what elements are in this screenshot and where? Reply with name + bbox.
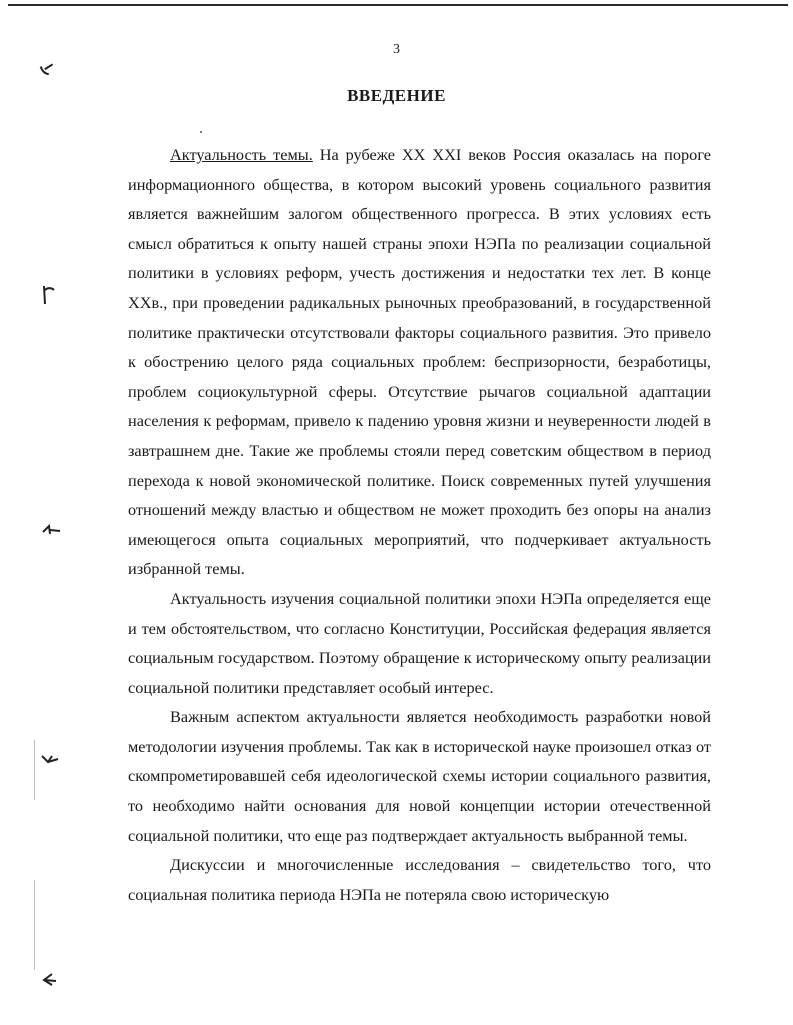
binding-mark-icon — [40, 522, 62, 538]
paragraph-text: На рубеже XX XXI веков Россия оказалась на пороге информационного общества, в котором высокий уровень социального развития является важнейшим залогом общественного прогресса. В этих условиях есть смысл обратиться к опыту нашей страны эпохи НЭПа по реализации социальной политики в условиях реформ, учесть достижения и недостатки тех лет. В конце XXв., при проведении радикальных рыночных преобразований, в государственной политике практически отсутствовали факторы социального развития. Это привело к обострению целого ряда социальных проблем: беспризорности, безработицы, проблем социокультурной сферы. Отсутствие рычагов социальной адаптации населения к реформам, привело к падению уровня жизни и неуверенности людей в завтрашнем дне. Такие же проблемы стояли перед советским обществом в период перехода к новой экономической политике. Поиск современных путей улучшения отношений между властью и обществом не может проходить без опоры на анализ имеющегося опыта социальных мероприятий, что подчеркивает актуальность избранной темы. — [128, 145, 712, 579]
binding-mark-icon — [40, 284, 56, 306]
scan-speck — [200, 131, 202, 133]
binding-mark-icon — [40, 752, 60, 766]
paragraph-lead: Актуальность темы. — [170, 145, 313, 164]
margin-mark-icon — [40, 522, 62, 542]
paragraph-constitution: Актуальность изучения социальной политики эпохи НЭПа определяется еще и тем обстоятельством, что согласно Конституции, Российская федерация является социальным государством. Поэтому обращение к историческому опыту реализации социальной политики представляет особый интерес. — [128, 588, 711, 697]
margin-mark-icon — [40, 752, 60, 770]
page-title: ВВЕДЕНИЕ — [347, 86, 446, 105]
margin-mark-icon — [37, 60, 61, 85]
scan-top-edge — [8, 4, 788, 6]
scan-margin-line — [34, 880, 35, 970]
scan-margin-line — [34, 740, 35, 800]
page-number: 3 — [393, 42, 400, 57]
document-body — [128, 140, 711, 909]
paragraph-methodology: Важным аспектом актуальности является необходимость разработки новой методологии изучения проблемы. Так как в исторической науке произошел отказ от скомпрометировавшей себя идеологической схемы истории социального развития, то необходимо найти основания для новой концепции истории отечественной социальной политики, что еще раз подтверждает актуальность выбранной темы. — [128, 707, 711, 845]
margin-mark-icon — [40, 284, 56, 310]
binding-mark-icon — [40, 972, 58, 988]
paragraph-discussions: Дискуссии и многочисленные исследования – свидетельство того, что социальная политика периода НЭПа не потеряла свою историческую — [128, 855, 711, 904]
binding-mark-icon — [37, 60, 59, 81]
paragraph-relevance — [128, 140, 711, 584]
margin-mark-icon — [40, 972, 58, 992]
